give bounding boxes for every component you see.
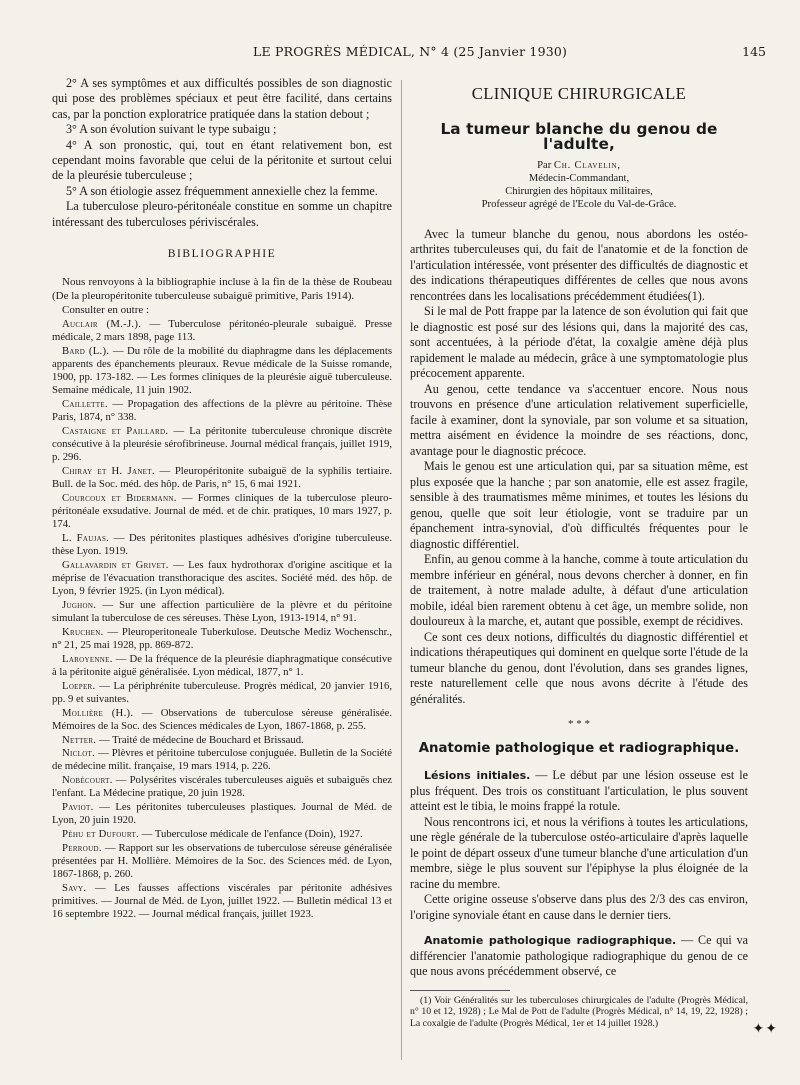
paragraph: Enfin, au genou comme à la hanche, comme à toute articulation du membre inférieur en général, nous devons chercher à donner, en fin de traitement, à notre malade adulte, à défaut d'une articulation mobile, idéal bien rarement obtenu à cet âge, un membre solide, non douloureux à la marche, et, autant que possible, exempt de récidives. bbox=[410, 552, 748, 628]
bibliography-heading: BIBLIOGRAPHIE bbox=[167, 247, 277, 261]
reference-entry bbox=[52, 734, 392, 747]
reference-text: — Les faux hydrothorax d'origine ascitique et la méprise de l'évacuation transthoracique des ascites. Société méd. des hôp. de Lyon, 9 février 1925. (in Lyon médical). bbox=[52, 558, 392, 598]
reference-author: Courcoux et Bidermann. bbox=[62, 491, 177, 504]
end-ornament: ✦✦ bbox=[752, 1021, 778, 1037]
paragraph: Mais le genou est une articulation qui, par sa situation même, est plus exposée que la hanche ; par son anatomie, elle est assez fragile, sensible à des traumatismes même minimes, et toutes les lésions du genou, quelle que soit leur étiologie, vont se traduire par un épanchement intra-synovial, d'où difficultés fréquentes pour le diagnostic différentiel. bbox=[410, 459, 748, 551]
reference-text: — Des péritonites plastiques adhésives d'origine tuberculeuse. thèse Lyon. 1919. bbox=[52, 532, 392, 558]
reference-author: Jughon. bbox=[62, 599, 97, 612]
run-in-heading: Lésions initiales. bbox=[424, 769, 531, 782]
reference-author: Castaigne et Paillard. bbox=[62, 424, 169, 437]
reference-text: — Rapport sur les observations de tuberculose séreuse généralisée présentées par H. Mollière. Mémoires de la Soc. des Sciences méd. de Lyon, 1867-1868, p. 260. bbox=[52, 841, 392, 881]
paragraph: Si le mal de Pott frappe par la latence de son évolution qui fait que le diagnostic est posé sur des lésions qui, dans la majorité des cas, sont accentuées, à la période d'état, la coxalgie amène déjà plus rapidement le malade au médecin, grâce à une symptomatologie plus précocement apparente. bbox=[410, 304, 748, 380]
reference-author: Bard (L.). bbox=[62, 344, 110, 357]
reference-list bbox=[52, 318, 392, 922]
reference-author: Nobécourt. bbox=[62, 774, 113, 787]
reference-entry bbox=[52, 425, 392, 465]
footnote-rule bbox=[410, 990, 510, 991]
reference-entry bbox=[52, 707, 392, 733]
paragraph: 2° A ses symptômes et aux difficultés possibles de son diagnostic qui pose des problèmes spéciaux et peut être facilité, dans certains cas, par la ponction exploratrice pratiquée dans la station debout ; bbox=[52, 76, 392, 121]
reference-author: Caillette. bbox=[62, 397, 108, 410]
reference-author: Paviot. bbox=[62, 801, 94, 814]
running-header bbox=[48, 44, 766, 62]
left-column bbox=[52, 76, 392, 921]
reference-author: Kruchen. bbox=[62, 625, 104, 638]
reference-entry bbox=[52, 680, 392, 706]
reference-author: Péhu et Dufourt. bbox=[62, 827, 139, 840]
byline-author: Ch. Clavelin, bbox=[553, 159, 621, 171]
page-number: 145 bbox=[742, 44, 766, 59]
conclusion-list bbox=[52, 76, 392, 230]
reference-entry bbox=[52, 398, 392, 424]
paragraph: La tuberculose pleuro-péritonéale constitue en somme un chapitre intéressant des tuberculoses périviscérales. bbox=[52, 199, 392, 229]
reference-text: — Pleuroperitoneale Tuberkulose. Deutsche Mediz Wochenschr., n° 21, 25 mai 1928, pp. 869-872. bbox=[52, 625, 392, 652]
byline-par: Par bbox=[537, 159, 552, 171]
paragraph: Au genou, cette tendance va s'accentuer encore. Nous nous trouvons en présence d'une articulation relativement superficielle, facile à examiner, dont la synoviale, par son volume et sa situation, mettra aisément en évidence la moindre de ses réactions, donc, avantage pour le diagnostic précoce. bbox=[410, 381, 748, 458]
reference-text: — Pleuropéritonite subaiguë de la syphilis tertiaire. Bull. de la Soc. méd. des hôp. de Paris, n° 15, 6 mai 1921. bbox=[52, 464, 392, 491]
reference-text: — Les fausses affections viscérales par péritonite adhésives primitives. — Journal de Méd. de Lyon, juillet 1922. — Bulletin médical 13 et 16 septembre 1922. — Journal médical français, juillet 1923. bbox=[52, 881, 393, 921]
paragraph: Avec la tumeur blanche du genou, nous abordons les ostéo-arthrites tuberculeuses qui, du fait de l'anatomie et de la fonction de l'articulation intéressée, vont présenter des difficultés de diagnostic et des indications thérapeutiques différentes de celles que nous avons rencontrées dans les localisations précédemment étudiées(1). bbox=[410, 226, 748, 303]
column-divider bbox=[401, 80, 402, 1060]
reference-entry bbox=[52, 465, 392, 491]
paragraph-text: — Le début par une lésion osseuse est le plus fréquent. Des trois os constituant l'articulation, le plus souvent atteint est le tibia, le moins frappé la rotule. bbox=[410, 768, 748, 813]
byline-line: Médecin-Commandant, bbox=[528, 172, 630, 184]
reference-text: — Plèvres et péritoine tuberculose conjuguée. Bulletin de la Société de médecine milit. française, 19 mars 1914, p. 226. bbox=[52, 747, 392, 773]
byline bbox=[410, 159, 748, 211]
reference-entry bbox=[52, 774, 392, 800]
section-title: CLINIQUE CHIRURGICALE bbox=[471, 84, 687, 103]
subsection-title: Anatomie pathologique et radiographique. bbox=[418, 740, 740, 756]
byline-line: Professeur agrégé de l'Ecole du Val-de-Grâce. bbox=[481, 198, 677, 210]
paragraph: Nous rencontrons ici, et nous la vérifions à toutes les articulations, une règle générale de la tuberculose ostéo-articulaire d'après laquelle le point de départ osseux d'une tumeur blanche d'une articulation d'un membre, siège le plus souvent sur l'épiphyse la plus éloignée de la racine du membre. bbox=[410, 814, 748, 891]
bibliography bbox=[52, 276, 392, 921]
reference-entry bbox=[52, 492, 392, 532]
reference-author: L. Faujas. bbox=[62, 532, 110, 544]
reference-entry bbox=[52, 559, 392, 599]
right-column bbox=[410, 82, 748, 1029]
reference-entry bbox=[52, 532, 392, 558]
reference-entry bbox=[52, 882, 392, 922]
paragraph: Ce sont ces deux notions, difficultés du diagnostic différentiel et indications thérapeutiques qui dominent en quelque sorte l'étude de la tumeur blanche du genou, dont l'évolution, dans ses grandes lignes, reste naturellement celle que nous avons décrite à l'étude des généralités. bbox=[410, 629, 748, 706]
byline-line: Chirurgien des hôpitaux militaires, bbox=[505, 185, 653, 197]
reference-text: — Du rôle de la mobilité du diaphragme dans les déplacements apparents des épanchements pleuraux. Revue médicale de la Suisse romande, 1900, pp. 173-182. — Les formes cliniques de la pleurésie aiguë tuberculeuse. Semaine médicale, 11 juin 1902. bbox=[52, 344, 393, 397]
reference-text: — Propagation des affections de la plèvre au péritoine. Thèse Paris, 1874, n° 338. bbox=[52, 397, 392, 424]
paragraph: 5° A son étiologie assez fréquemment annexielle chez la femme. bbox=[66, 183, 378, 198]
reference-author: Chiray et H. Janet. bbox=[62, 464, 155, 477]
paragraph: Cette origine osseuse s'observe dans plus des 2/3 des cas environ, l'origine synoviale étant en cause dans le dernier tiers. bbox=[410, 892, 748, 922]
paragraph-text: — Ce qui va différencier l'anatomie pathologique radiographique du genou de ce que nous avons précédemment observé, ce bbox=[410, 933, 749, 978]
reference-text: — Formes cliniques de la tuberculose pleuro-péritonéale exsudative. Journal de méd. et de chir. pratiques, 10 mars 1927, p. 174. bbox=[52, 491, 393, 531]
reference-entry bbox=[52, 318, 392, 344]
reference-author: Niclot. bbox=[62, 747, 96, 760]
reference-entry bbox=[52, 801, 392, 827]
reference-entry bbox=[52, 842, 392, 882]
reference-text: — Polysérites viscérales tuberculeuses aiguës et subaiguës chez l'enfant. La Médecine pratique, 20 juin 1928. bbox=[52, 774, 393, 800]
reference-text: — Traité de médecine de Bouchard et Brissaud. bbox=[98, 733, 304, 746]
reference-entry bbox=[52, 828, 392, 841]
paragraph: 3° A son évolution suivant le type subaigu ; bbox=[66, 122, 277, 137]
reference-text: — La périphrénite tuberculeuse. Progrès médical, 20 janvier 1916, pp. 9 et suivantes. bbox=[52, 679, 393, 705]
run-in-heading: Anatomie pathologique radiographique. bbox=[424, 934, 677, 947]
reference-author: Auclair (M.-J.). bbox=[62, 317, 142, 330]
article-title: La tumeur blanche du genou de l'adulte, bbox=[440, 119, 718, 153]
journal-header-title: LE PROGRÈS MÉDICAL, N° 4 (25 Janvier 1930) bbox=[253, 44, 568, 59]
reference-entry bbox=[52, 626, 392, 652]
reference-text: — Les péritonites tuberculeuses plastiques. Journal de Méd. de Lyon, 20 juin 1920. bbox=[52, 801, 393, 827]
section-stars: * * * bbox=[568, 718, 590, 730]
paragraph bbox=[410, 768, 748, 815]
reference-author: Loeper. bbox=[62, 679, 96, 692]
reference-author: Laroyenne. bbox=[62, 652, 113, 665]
reference-text: — La péritonite tuberculeuse chronique discrète consécutive à la pleurésie sérofibrineuse. Journal médical français, juillet 1919, p. 296. bbox=[52, 424, 392, 464]
footnote: (1) Voir Généralités sur les tuberculoses chirurgicales de l'adulte (Progrès Médical, n° 10 et 12, 1928) ; Le Mal de Pott de l'adulte (Progrès Médical, n° 14, 19, 22, 1928) ; La coxalgie de l'adulte (Progrès Médical, 1er et 14 juillet 1928.) bbox=[410, 994, 748, 1029]
paragraph: 4° A son pronostic, qui, tout en étant relativement bon, est cependant moins favorable que celui de la péritonite et surtout celui de la pleurésie tuberculeuse ; bbox=[52, 137, 392, 183]
reference-author: Mollière (H.). bbox=[62, 706, 134, 719]
reference-text: — Observations de tuberculose séreuse généralisée. Mémoires de la Soc. des Sciences médicales de Lyon, 1867-1868, p. 255. bbox=[52, 706, 393, 732]
reference-author: Netter. bbox=[62, 733, 97, 746]
paragraph bbox=[410, 933, 748, 980]
reference-text: — Sur une affection particulière de la plèvre et du péritoine simulant la tuberculose de ces séreuses. Thèse Lyon, 1913-1914, n° 91. bbox=[52, 599, 393, 625]
reference-text: — Tuberculose médicale de l'enfance (Doin), 1927. bbox=[141, 827, 363, 840]
reference-text: — De la fréquence de la pleurésie diaphragmatique consécutive à la péritonite aiguë généralisée. Lyon médical, 1877, n° 1. bbox=[52, 652, 392, 679]
reference-entry bbox=[52, 345, 392, 398]
reference-author: Savy. bbox=[62, 881, 87, 894]
reference-entry bbox=[52, 599, 392, 625]
bibliography-intro: Consulter en outre : bbox=[62, 304, 150, 317]
reference-entry bbox=[52, 747, 392, 773]
bibliography-intro: Nous renvoyons à la bibliographie incluse à la fin de la thèse de Roubeau (De la pleuropéritonite tuberculeuse subaiguë primitive, Paris 1914). bbox=[52, 276, 392, 303]
reference-entry bbox=[52, 653, 392, 679]
reference-text: — Tuberculose péritonéo-pleurale subaiguë. Presse médicale, 2 mars 1898, page 113. bbox=[52, 317, 393, 343]
reference-author: Gallavardin et Grivet. bbox=[62, 558, 169, 571]
reference-author: Perroud. bbox=[62, 841, 102, 854]
